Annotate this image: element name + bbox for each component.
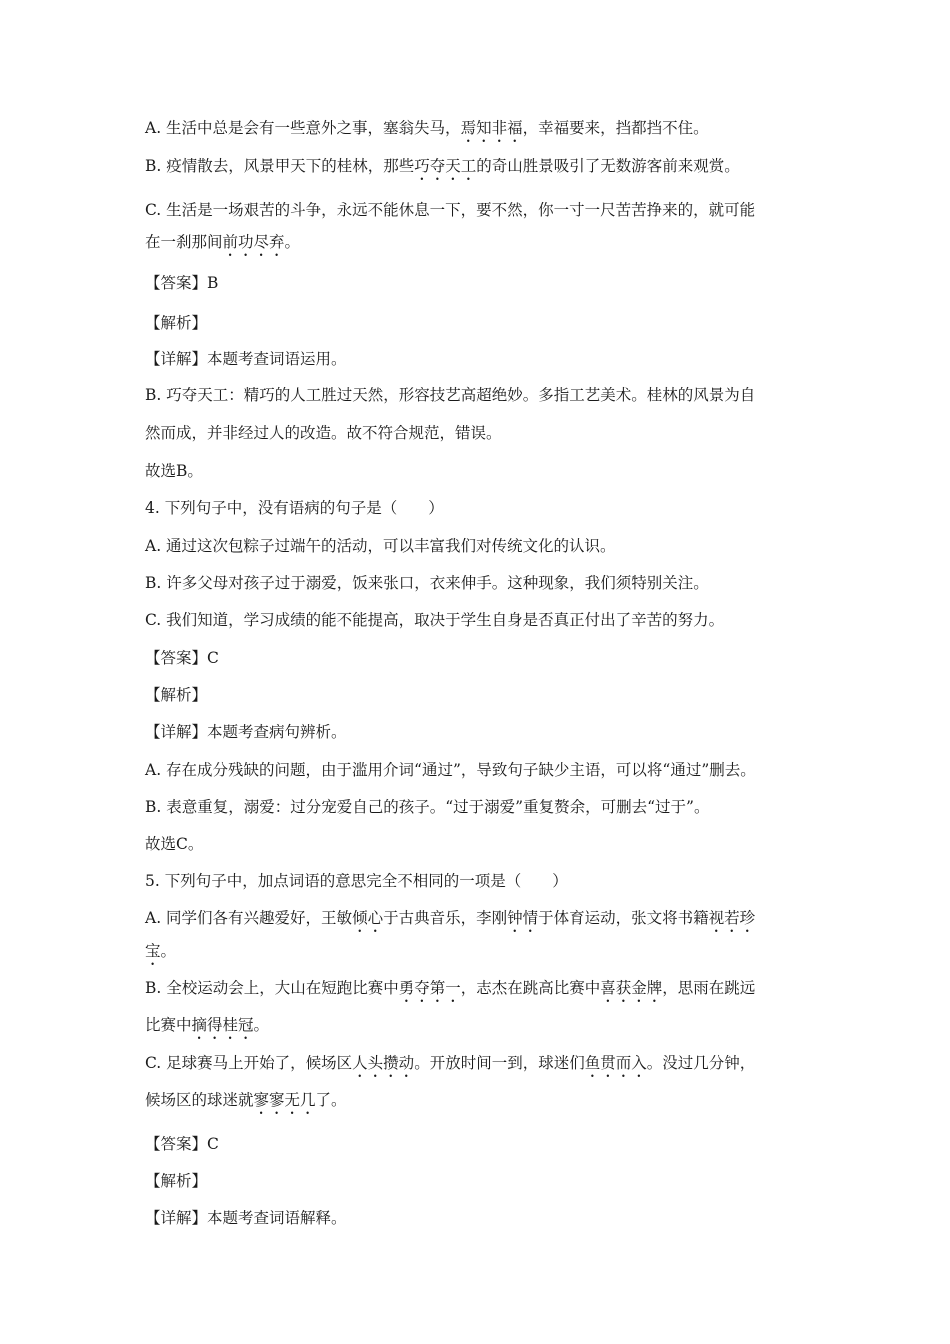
- text-line: [145, 273, 218, 293]
- text-segment: 了。: [315, 1091, 347, 1109]
- text-segment: 【详解】本题考查病句辨析。: [145, 723, 347, 741]
- text-line: [145, 1053, 755, 1081]
- text-line: [145, 610, 724, 630]
- text-line: [145, 118, 709, 146]
- text-segment: B. 疫情散去，风景甲天下的桂林，那些: [145, 157, 415, 175]
- text-segment: B. 表意重复，溺爱：过分宠爱自己的孩子。“过于溺爱”重复赘余，可删去“过于”。: [145, 798, 710, 816]
- text-segment: C. 足球赛马上开始了，候场区: [145, 1054, 353, 1072]
- text-line: [145, 232, 300, 260]
- text-line: [145, 685, 207, 705]
- text-segment: A. 通过这次包粽子过端午的活动，可以丰富我们对传统文化的认识。: [145, 537, 616, 555]
- text-line: [145, 760, 756, 780]
- text-segment: 候场区的球迷就: [145, 1091, 254, 1109]
- text-line: [145, 423, 502, 443]
- text-line: [145, 941, 176, 969]
- text-segment: 【详解】本题考查词语运用。: [145, 350, 347, 368]
- text-segment: 【解析】: [145, 314, 208, 332]
- text-segment: 。: [284, 233, 301, 251]
- text-segment: 在一刹那间: [145, 233, 223, 251]
- text-segment: 【详解】本题考查词语解释。: [145, 1209, 347, 1227]
- text-segment: 4. 下列句子中，没有语病的句子是（ ）: [145, 499, 444, 517]
- text-segment: 。: [160, 942, 177, 960]
- text-segment: 的奇山胜景吸引了无数游客前来观赏。: [476, 157, 740, 175]
- text-line: [145, 156, 740, 184]
- emphasized-phrase: 视若珍: [708, 909, 756, 927]
- emphasized-phrase: 倾心: [352, 909, 384, 927]
- emphasized-phrase: 焉知非福: [460, 119, 523, 137]
- emphasized-phrase: 前功尽弃: [222, 233, 285, 251]
- emphasized-phrase: 人头攒动: [352, 1054, 415, 1072]
- text-line: [145, 349, 347, 369]
- text-line: [145, 648, 219, 668]
- emphasized-phrase: 寥寥无几: [253, 1091, 316, 1109]
- text-line: [145, 385, 755, 405]
- text-segment: 然而成，并非经过人的改造。故不符合规范，错误。: [145, 424, 502, 442]
- text-segment: B. 全校运动会上，大山在短跑比赛中: [145, 979, 399, 997]
- text-segment: B. 巧夺天工：精巧的人工胜过天然，形容技艺高超绝妙。多指工艺美术。桂林的风景为自: [145, 386, 756, 404]
- text-segment: 。: [253, 1016, 270, 1034]
- text-segment: 于古典音乐，李刚: [383, 909, 508, 927]
- text-line: [145, 908, 755, 936]
- text-segment: A. 存在成分残缺的问题，由于滥用介词“通过”，导致句子缺少主语，可以将“通过”删去。: [145, 761, 756, 779]
- text-line: [145, 1015, 269, 1043]
- emphasized-phrase: 鱼贯而入: [584, 1054, 647, 1072]
- text-line: [145, 834, 203, 854]
- text-segment: 5. 下列句子中，加点词语的意思完全不相同的一项是（ ）: [145, 872, 568, 890]
- text-line: [145, 1171, 207, 1191]
- text-segment: A. 生活中总是会有一些意外之事，塞翁失马，: [145, 119, 461, 137]
- text-segment: 故选C。: [145, 835, 204, 853]
- text-segment: B. 许多父母对孩子过于溺爱，饭来张口，衣来伸手。这种现象，我们须特别关注。: [145, 574, 709, 592]
- text-segment: ，志杰在跳高比赛中: [460, 979, 601, 997]
- text-segment: 。开放时间一到，球迷们: [414, 1054, 585, 1072]
- text-segment: A. 同学们各有兴趣爱好，王敏: [145, 909, 353, 927]
- emphasized-phrase: 摘得桂冠: [191, 1016, 254, 1034]
- text-segment: ，思雨在跳远: [662, 979, 756, 997]
- emphasized-phrase: 喜获金牌: [600, 979, 663, 997]
- text-line: [145, 461, 203, 481]
- text-line: [145, 1134, 219, 1154]
- text-line: [145, 200, 755, 220]
- text-line: [145, 722, 347, 742]
- emphasized-phrase: 勇夺第一: [398, 979, 461, 997]
- text-segment: 【答案】C: [145, 1135, 219, 1153]
- text-line: [145, 978, 755, 1006]
- text-line: [145, 797, 709, 817]
- text-line: [145, 1208, 347, 1228]
- text-segment: 。没过几分钟，: [646, 1054, 756, 1072]
- text-segment: 于体育运动，张文将书籍: [538, 909, 709, 927]
- text-segment: 【答案】C: [145, 649, 219, 667]
- text-segment: C. 生活是一场艰苦的斗争，永远不能休息一下，要不然，你一寸一尺苦苦挣来的，就可能: [145, 201, 756, 219]
- text-segment: ，幸福要来，挡都挡不住。: [522, 119, 709, 137]
- emphasized-phrase: 巧夺天工: [414, 157, 477, 175]
- text-line: [145, 536, 616, 556]
- text-segment: 比赛中: [145, 1016, 192, 1034]
- text-segment: 【解析】: [145, 686, 208, 704]
- text-line: [145, 498, 444, 518]
- text-line: [145, 313, 207, 333]
- emphasized-phrase: 钟情: [507, 909, 539, 927]
- text-line: [145, 871, 568, 891]
- text-segment: 【答案】B: [145, 274, 219, 292]
- text-line: [145, 1090, 347, 1118]
- text-segment: 【解析】: [145, 1172, 208, 1190]
- text-line: [145, 573, 709, 593]
- text-segment: 故选B。: [145, 462, 203, 480]
- text-segment: C. 我们知道，学习成绩的能不能提高，取决于学生自身是否真正付出了辛苦的努力。: [145, 611, 725, 629]
- emphasized-phrase: 宝: [145, 942, 161, 960]
